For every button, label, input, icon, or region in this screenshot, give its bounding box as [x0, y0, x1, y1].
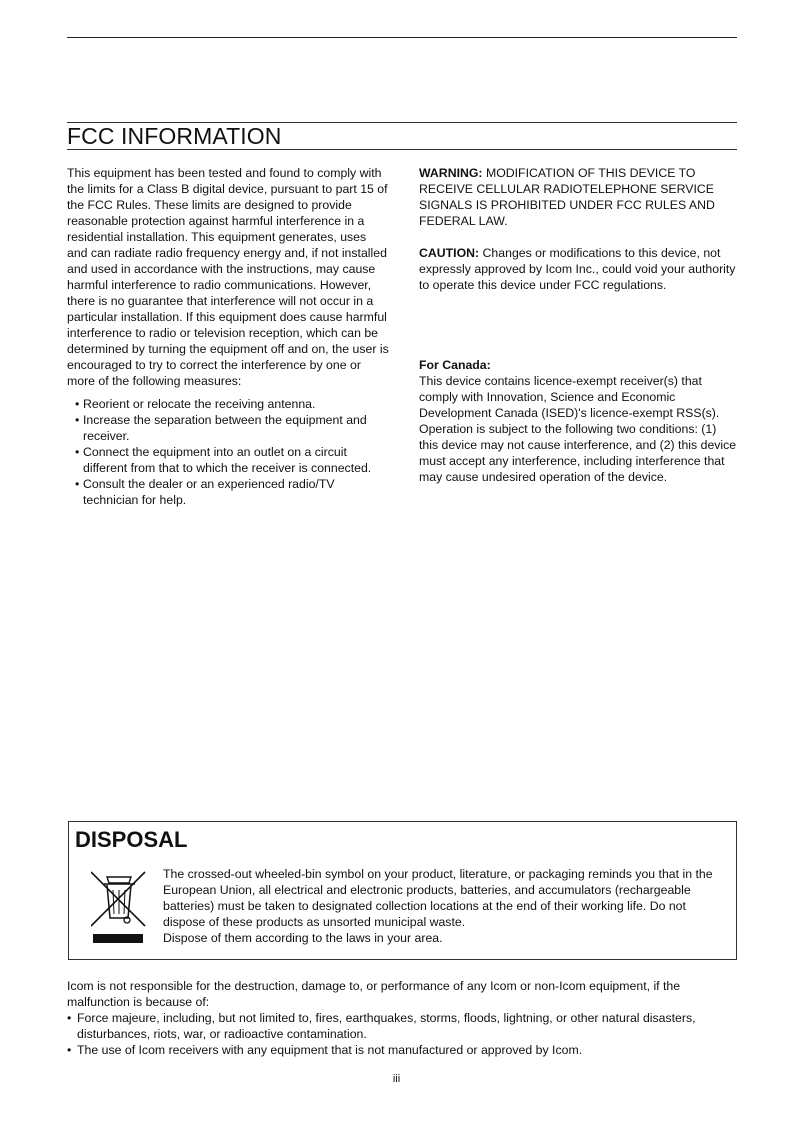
disposal-paragraph: The crossed-out wheeled-bin symbol on your product, literature, or packaging reminds you that in the European Union, all electrical and electronic products, batteries, and accumulators (rechargeable batteries) must be taken to designated collection locations at the end of their working life. Do not dispose of these products as unsorted municipal waste.: [163, 867, 713, 929]
fcc-section-title: FCC INFORMATION: [67, 123, 737, 150]
list-item: • Connect the equipment into an outlet on a circuit different from that to which the receiver is connected.: [67, 444, 389, 476]
list-item: • Increase the separation between the equipment and receiver.: [67, 412, 389, 444]
caution-paragraph: [419, 245, 737, 293]
fcc-right-column: [419, 165, 737, 484]
disposal-text: [163, 866, 728, 946]
top-rule: [67, 37, 737, 38]
warning-text: MODIFICATION OF THIS DEVICE TO RECEIVE CELLULAR RADIOTELEPHONE SERVICE SIGNALS IS PROHIBITED UNDER FCC RULES AND FEDERAL LAW.: [419, 166, 715, 228]
disposal-title: DISPOSAL: [75, 827, 188, 852]
fcc-left-column: [67, 165, 389, 508]
fcc-intro-paragraph: This equipment has been tested and found to comply with the limits for a Class B digital device, pursuant to part 15 of the FCC Rules. These limits are designed to provide reasonable protection against harmful interference in a residential installation. This equipment generates, uses and can radiate radio frequency energy and, if not installed and used in accordance with the instructions, may cause harmful interference to radio communications. However, there is no guarantee that interference will not occur in a particular installation. If this equipment does cause harmful interference to radio or television reception, which can be determined by turning the equipment off and on, the user is encouraged to try to correct the interference by one or more of the following measures:: [67, 166, 389, 388]
notice-intro: Icom is not responsible for the destruction, damage to, or performance of any Icom or non-Icom equipment, if the malfunction is because of:: [67, 979, 681, 1009]
disposal-paragraph-2: Dispose of them according to the laws in your area.: [163, 931, 443, 945]
disposal-box: [68, 821, 737, 960]
canada-paragraph: This device contains licence-exempt receiver(s) that comply with Innovation, Science and Economic Development Canada (ISED)'s licence-exempt RSS(s). Operation is subject to the following two conditions: (1) this device may not cause interference, and (2) this device must accept any interference, including interference that may cause undesired operation of the device.: [419, 374, 737, 484]
crossed-out-wheeled-bin-icon: [91, 870, 147, 946]
caution-text: Changes or modifications to this device, not expressly approved by Icom Inc., could void your authority to operate this device under FCC regulations.: [419, 246, 736, 292]
list-item: • Consult the dealer or an experienced radio/TV technician for help.: [67, 476, 389, 508]
warning-label: WARNING:: [419, 166, 483, 180]
canada-section: [419, 357, 737, 485]
fcc-measures-list: [67, 396, 389, 508]
notice-list: [67, 1010, 739, 1058]
list-item: • Reorient or relocate the receiving antenna.: [67, 396, 389, 412]
warning-paragraph: [419, 165, 737, 229]
canada-heading: For Canada:: [419, 358, 491, 372]
caution-label: CAUTION:: [419, 246, 480, 260]
liability-notice: [67, 978, 739, 1058]
page-number: iii: [392, 1073, 401, 1085]
list-item: • The use of Icom receivers with any equipment that is not manufactured or approved by Icom.: [67, 1042, 739, 1058]
list-item: • Force majeure, including, but not limited to, fires, earthquakes, storms, floods, lightning, or other natural disasters, disturbances, riots, war, or radioactive contamination.: [67, 1010, 739, 1042]
